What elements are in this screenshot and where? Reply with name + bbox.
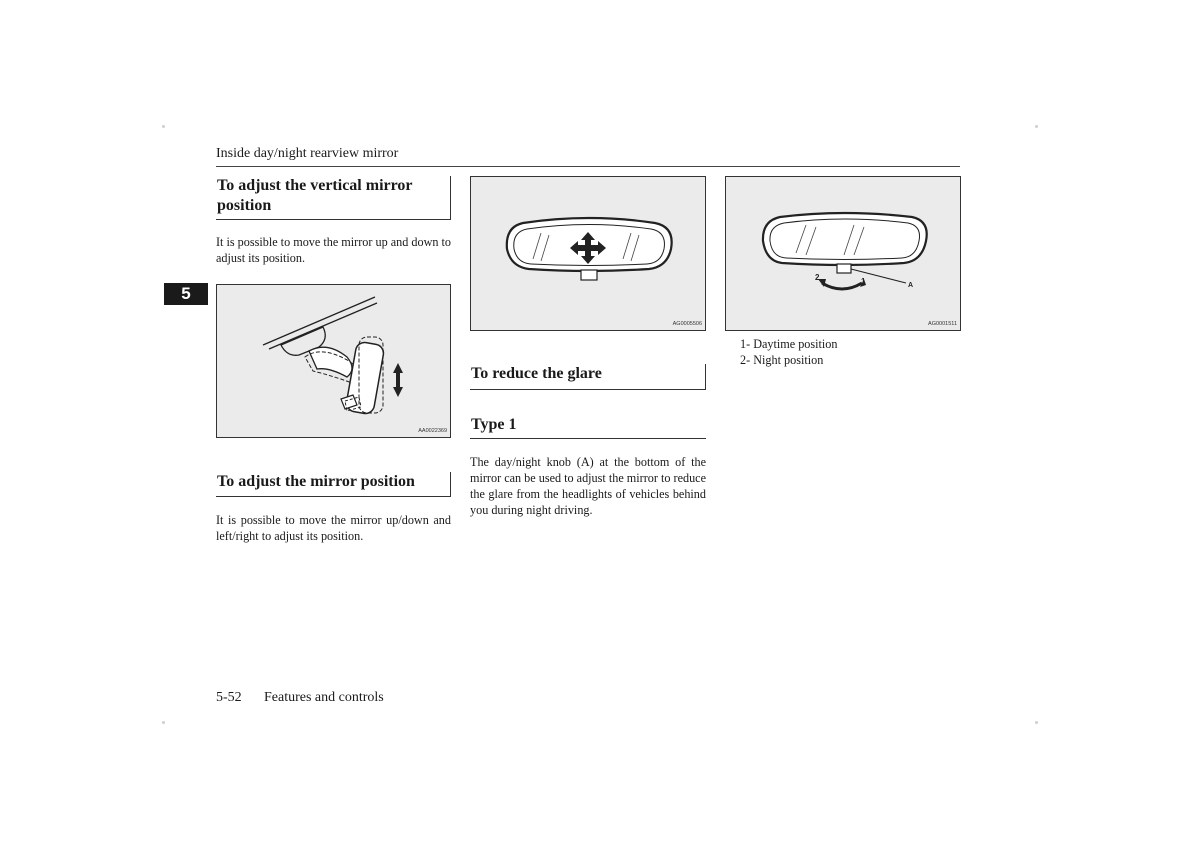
reduce-glare-text: The day/night knob (A) at the bottom of the mirror can be used to adjust the mirror to reduce the glare from the headlights of vehicles behind you during night driving. (470, 455, 706, 517)
page-number: 5-52 (216, 690, 242, 705)
section-heading-vertical-position: To adjust the vertical mirror position (216, 176, 451, 220)
header-rule (216, 166, 960, 167)
mirror-side-view-illustration (217, 285, 450, 437)
chapter-tab: 5 (164, 283, 208, 305)
crop-mark (1035, 721, 1038, 724)
figure-captions (740, 336, 960, 368)
vertical-position-text: It is possible to move the mirror up and down to adjust its position. (216, 235, 451, 265)
crop-mark (162, 125, 165, 128)
caption-daytime: 1- Daytime position (740, 337, 838, 351)
caption-night: 2- Night position (740, 353, 824, 367)
figure-day-night-knob (725, 176, 961, 331)
mirror-adjust-illustration (471, 177, 705, 330)
figure-code: AG0005506 (672, 321, 702, 327)
figure-mirror-front-arrows (470, 176, 706, 331)
footer-chapter-title: Features and controls (264, 690, 384, 705)
callout-1: 1 (861, 277, 866, 286)
figure-code: AG0001511 (928, 321, 957, 327)
section-heading-reduce-glare: To reduce the glare (470, 364, 706, 390)
running-header: Inside day/night rearview mirror (216, 146, 399, 161)
mirror-position-text: It is possible to move the mirror up/down and left/right to adjust its position. (216, 513, 451, 543)
day-night-mirror-illustration (726, 177, 960, 330)
callout-2: 2 (815, 273, 820, 282)
subheading-type-1: Type 1 (470, 415, 706, 439)
callout-a: A (908, 282, 914, 289)
figure-vertical-adjust (216, 284, 451, 438)
crop-mark (162, 721, 165, 724)
figure-code: AA0022369 (418, 428, 447, 434)
section-heading-mirror-position: To adjust the mirror position (216, 472, 451, 497)
crop-mark (1035, 125, 1038, 128)
